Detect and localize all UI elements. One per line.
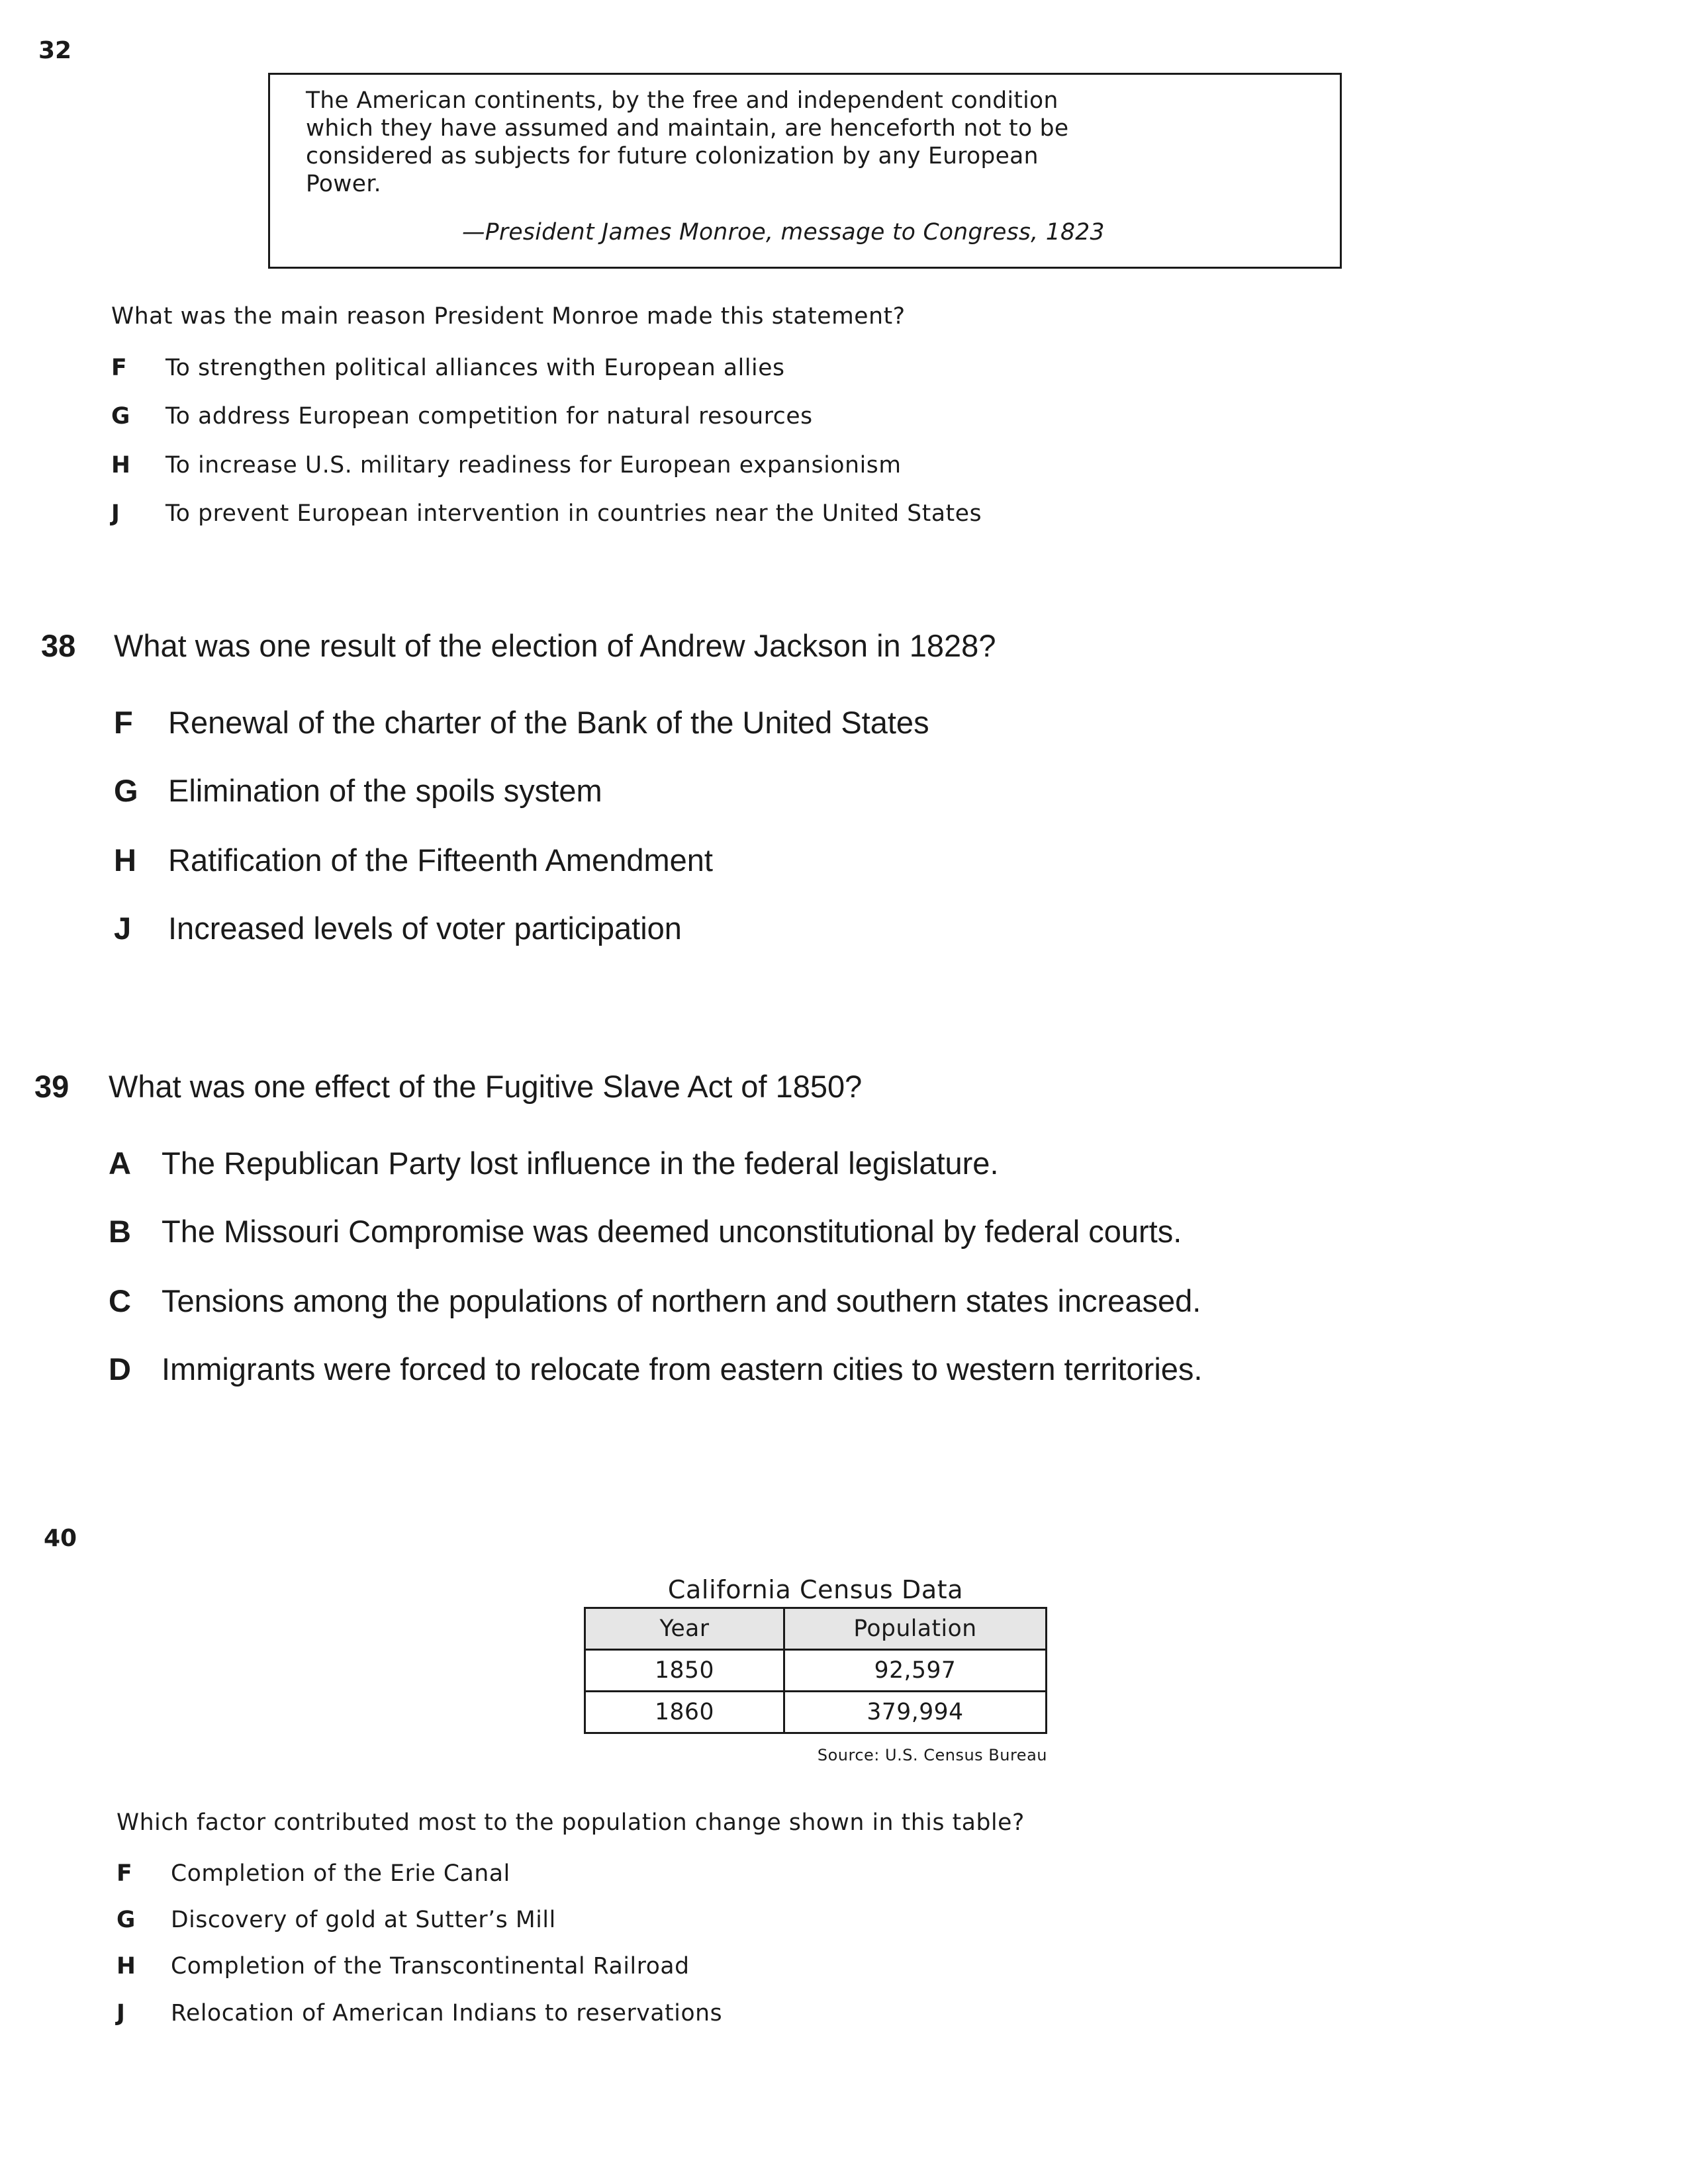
option-letter: H (117, 1953, 136, 1979)
table-cell: 1860 (585, 1692, 784, 1733)
table-cell: 1850 (585, 1650, 784, 1692)
answer-option-j[interactable] (111, 500, 982, 527)
option-letter: B (109, 1214, 131, 1249)
answer-option-h[interactable] (111, 452, 902, 478)
table-header-cell: Population (784, 1608, 1047, 1650)
question-number: 40 (44, 1525, 77, 1552)
option-text: The Missouri Compromise was deemed unconstitutional by federal courts. (162, 1214, 1182, 1249)
option-letter: G (114, 773, 138, 808)
option-text: Increased levels of voter participation (168, 911, 682, 946)
table-header-row (585, 1608, 1047, 1650)
answer-option-f[interactable] (114, 704, 929, 741)
question-stem: What was the main reason President Monroe made this statement? (111, 303, 906, 330)
option-text: Renewal of the charter of the Bank of the United States (168, 705, 929, 740)
answer-option-a[interactable] (109, 1145, 999, 1181)
question-number: 32 (38, 37, 72, 64)
answer-option-j[interactable] (114, 910, 682, 946)
option-letter: H (111, 452, 131, 478)
option-letter: J (114, 911, 132, 946)
option-text: Completion of the Transcontinental Railroad (171, 1953, 690, 1979)
answer-option-f[interactable] (117, 1860, 510, 1887)
option-text: The Republican Party lost influence in the federal legislature. (162, 1146, 999, 1181)
option-letter: A (109, 1146, 131, 1181)
answer-option-d[interactable] (109, 1351, 1202, 1387)
option-text: Elimination of the spoils system (168, 773, 602, 808)
option-text: Discovery of gold at Sutter’s Mill (171, 1907, 556, 1933)
option-text: To increase U.S. military readiness for European expansionism (165, 452, 902, 478)
quote-line: considered as subjects for future colonization by any European (306, 143, 1039, 169)
option-letter: G (117, 1907, 136, 1933)
option-letter: F (117, 1860, 133, 1887)
answer-option-f[interactable] (111, 355, 785, 381)
option-text: To prevent European intervention in countries near the United States (165, 500, 982, 527)
table-source: Source: U.S. Census Bureau (817, 1746, 1047, 1764)
question-stem: What was one result of the election of Andrew Jackson in 1828? (114, 628, 996, 663)
quote-line: The American continents, by the free and independent condition (306, 87, 1058, 114)
quote-box (268, 73, 1342, 269)
answer-option-j[interactable] (117, 2000, 722, 2026)
option-text: Tensions among the populations of northern and southern states increased. (162, 1283, 1201, 1318)
option-text: Completion of the Erie Canal (171, 1860, 510, 1887)
option-letter: H (114, 842, 136, 878)
option-letter: F (111, 355, 128, 381)
quote-line: Power. (306, 171, 381, 197)
option-letter: F (114, 705, 133, 740)
quote-line: which they have assumed and maintain, are henceforth not to be (306, 115, 1069, 142)
answer-option-h[interactable] (117, 1953, 690, 1979)
question-stem: What was one effect of the Fugitive Slave Act of 1850? (109, 1069, 863, 1104)
option-letter: G (111, 403, 130, 430)
table-title: California Census Data (667, 1575, 964, 1604)
quote-attribution: —President James Monroe, message to Congress, 1823 (462, 219, 1105, 246)
quote-text (306, 87, 1319, 198)
answer-option-g[interactable] (111, 403, 813, 430)
table-cell: 379,994 (784, 1692, 1047, 1733)
option-letter: D (109, 1351, 131, 1387)
answer-option-g[interactable] (117, 1907, 556, 1933)
table-cell: 92,597 (784, 1650, 1047, 1692)
option-letter: J (111, 500, 120, 527)
option-text: Ratification of the Fifteenth Amendment (168, 842, 713, 878)
option-text: To strengthen political alliances with European allies (165, 355, 785, 381)
option-letter: C (109, 1283, 131, 1318)
answer-option-b[interactable] (109, 1213, 1182, 1250)
answer-option-c[interactable] (109, 1283, 1201, 1319)
census-table (584, 1607, 1047, 1734)
question-number: 38 (41, 628, 76, 663)
table-header-cell: Year (585, 1608, 784, 1650)
option-letter: J (117, 2000, 126, 2026)
option-text: Relocation of American Indians to reservations (171, 2000, 723, 2026)
option-text: To address European competition for natural resources (165, 403, 813, 430)
option-text: Immigrants were forced to relocate from eastern cities to western territories. (162, 1351, 1203, 1387)
question-stem: Which factor contributed most to the population change shown in this table? (117, 1809, 1025, 1836)
table-row (585, 1692, 1047, 1733)
question-number: 39 (34, 1069, 70, 1104)
answer-option-h[interactable] (114, 842, 713, 878)
answer-option-g[interactable] (114, 772, 602, 809)
table-row (585, 1650, 1047, 1692)
